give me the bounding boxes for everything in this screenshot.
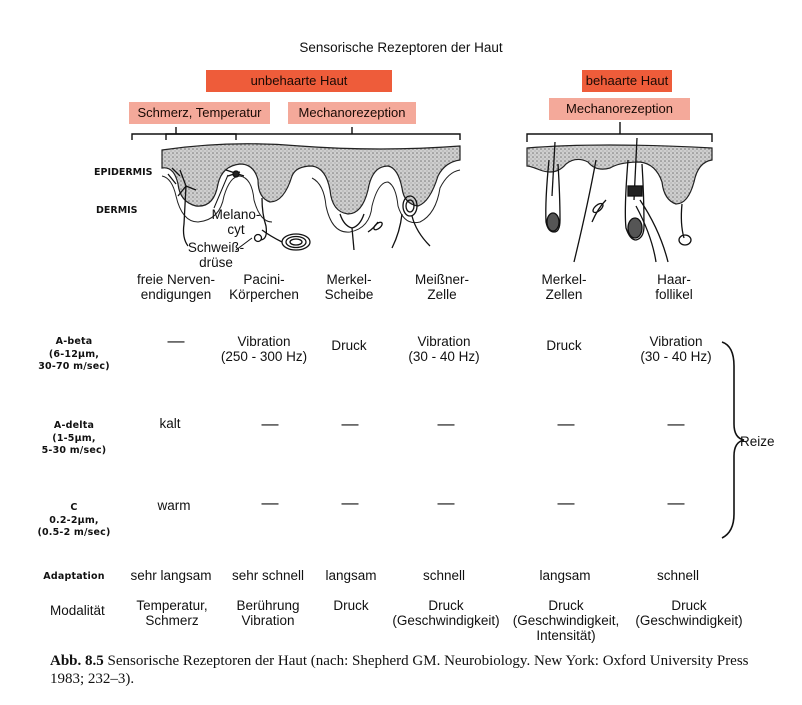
cell-abeta-free: — xyxy=(167,331,185,350)
adaptation-merkel-zellen: langsam xyxy=(539,568,591,583)
cell-adelta-free: kalt xyxy=(159,416,181,431)
adaptation-merkel: langsam xyxy=(325,568,377,583)
cell-c-merkel: — xyxy=(341,493,359,512)
figure-caption xyxy=(50,652,780,688)
fiber-label-a-delta: A-delta (1-5μm, 5-30 m/sec) xyxy=(41,420,107,456)
caption-text: Sensorische Rezeptoren der Haut (nach: Shepherd GM. Neurobiology. New York: Oxford University Press 1983; 232–3). xyxy=(50,653,749,687)
cell-abeta-pacini: Vibration (250 - 300 Hz) xyxy=(220,334,308,364)
cell-adelta-merkel: — xyxy=(341,414,359,433)
modalitaet-free: Temperatur, Schmerz xyxy=(136,598,208,628)
header-mechanorezeption-behaart: Mechanorezeption xyxy=(549,98,690,120)
modalitaet-merkel: Druck xyxy=(333,598,369,613)
cell-abeta-merkel: Druck xyxy=(331,338,367,353)
receptor-haarfollikel: Haar- follikel xyxy=(655,272,693,302)
cell-adelta-meissner: — xyxy=(437,414,455,433)
cell-c-merkel-zellen: — xyxy=(557,493,575,512)
epidermis-hairless xyxy=(162,144,460,214)
modalitaet-merkel-zellen: Druck (Geschwindigkeit, Intensität) xyxy=(512,598,620,643)
fiber-label-a-beta: A-beta (6-12μm, 30-70 m/sec) xyxy=(38,336,110,372)
receptor-pacini: Pacini- Körperchen xyxy=(229,272,299,302)
modalitaet-pacini: Berührung Vibration xyxy=(236,598,300,628)
caption-label: Abb. 8.5 xyxy=(50,653,104,669)
adaptation-free: sehr langsam xyxy=(130,568,212,583)
header-mechanorezeption-unbehaart: Mechanorezeption xyxy=(288,102,416,124)
annotation-schweissdruese: Schweiß- drüse xyxy=(187,240,245,270)
modalitaet-haar: Druck (Geschwindigkeit) xyxy=(635,598,743,628)
label-dermis: DERMIS xyxy=(96,205,138,216)
adaptation-label: Adaptation xyxy=(43,571,105,582)
cell-adelta-merkel-zellen: — xyxy=(557,414,575,433)
header-behaarte-haut: behaarte Haut xyxy=(582,70,672,92)
diagram-title: Sensorische Rezeptoren der Haut xyxy=(299,40,503,55)
receptor-free-nerve-endings: freie Nerven- endigungen xyxy=(136,272,216,302)
cell-abeta-meissner: Vibration (30 - 40 Hz) xyxy=(408,334,480,364)
cell-c-pacini: — xyxy=(261,493,279,512)
adaptation-pacini: sehr schnell xyxy=(231,568,305,583)
modalitaet-label: Modalität xyxy=(50,603,105,618)
label-epidermis: EPIDERMIS xyxy=(94,167,153,178)
cell-abeta-merkel-zellen: Druck xyxy=(546,338,582,353)
adaptation-meissner: schnell xyxy=(422,568,466,583)
cell-abeta-haar: Vibration (30 - 40 Hz) xyxy=(640,334,712,364)
bracket-lines xyxy=(132,122,712,142)
receptor-meissner: Meißner- Zelle xyxy=(414,272,469,302)
cell-adelta-pacini: — xyxy=(261,414,279,433)
cell-c-free: warm xyxy=(157,498,191,513)
header-unbehaarte-haut: unbehaarte Haut xyxy=(206,70,392,92)
header-schmerz-temperatur: Schmerz, Temperatur xyxy=(129,102,270,124)
cell-c-haar: — xyxy=(667,493,685,512)
reize-label: Reize xyxy=(740,434,775,449)
modalitaet-meissner: Druck (Geschwindigkeit) xyxy=(392,598,500,628)
receptor-merkel-scheibe: Merkel- Scheibe xyxy=(324,272,374,302)
annotation-melanocyt: Melano- cyt xyxy=(211,207,261,237)
adaptation-haar: schnell xyxy=(656,568,700,583)
receptor-merkel-zellen: Merkel- Zellen xyxy=(541,272,587,302)
cell-adelta-haar: — xyxy=(667,414,685,433)
cell-c-meissner: — xyxy=(437,493,455,512)
fiber-label-c: C 0.2-2μm, (0.5-2 m/sec) xyxy=(37,502,111,538)
